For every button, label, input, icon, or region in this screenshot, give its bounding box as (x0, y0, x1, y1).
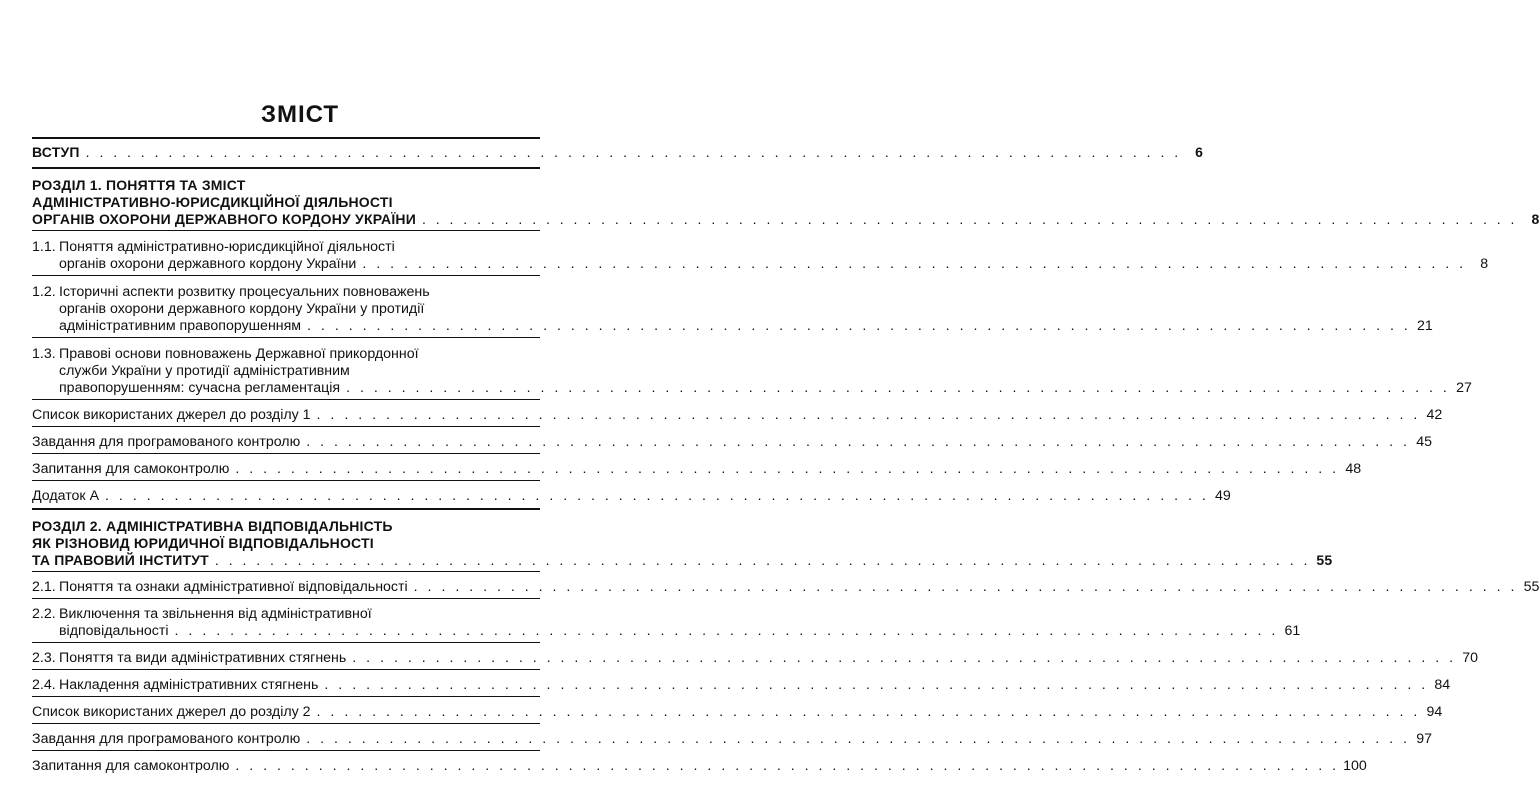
dot-leader: . . . . . . . . . . . . . . . . . . . . . . . . . . . . . . . . . . . . . . . . . . . . . . . . . . . . . . . . . . . . . . . . . . . . . . . . . . . . . . . . (352, 650, 1457, 666)
toc-entry-last-line (32, 552, 1333, 569)
toc-entry-last-line (32, 407, 1443, 424)
toc-entry-number: 1.1. (32, 239, 56, 255)
toc-entry-number: 2.3. (32, 650, 56, 666)
toc-entry-number: 2.2. (32, 606, 56, 622)
toc-entry-ch2[interactable] (32, 510, 1333, 571)
toc-entry-line: служби України у протидії адміністративним (59, 363, 350, 379)
toc-entry-page-number: 84 (1434, 677, 1451, 693)
toc-entry-line: ЯК РІЗНОВИД ЮРИДИЧНОЇ ВІДПОВІДАЛЬНОСТІ (32, 535, 374, 551)
toc-entry-text: органів охорони державного кордону України (59, 256, 357, 272)
toc-entry-page-number: 55 (1316, 552, 1333, 568)
toc-entry-page-number: 6 (1195, 144, 1204, 160)
toc-entry-number: 1.2. (32, 284, 56, 300)
toc-entry-last-line (59, 256, 1489, 273)
toc-entry-s2_3[interactable] (32, 643, 1479, 669)
toc-entry-last-line (32, 731, 1432, 748)
dot-leader: . . . . . . . . . . . . . . . . . . . . . . . . . . . . . . . . . . . . . . . . . . . . . . . . . . . . . . . . . . . . . . . . . . . . . . . . . . . . . . . . (421, 211, 1518, 227)
dot-leader: . . . . . . . . . . . . . . . . . . . . . . . . . . . . . . . . . . . . . . . . . . . . . . . . . . . . . . . . . . . . . . . . . . . . . . . . . . . . . . . . (85, 144, 1182, 160)
toc-entry-last-line (59, 623, 1301, 640)
toc-entry-page-number: 61 (1284, 623, 1301, 639)
toc-entry-page-number: 100 (1343, 758, 1367, 774)
toc-entry-page-number: 8 (1480, 256, 1489, 272)
toc-entry-text: Список використаних джерел до розділу 2 (32, 704, 311, 720)
toc-entry-page-number: 8 (1531, 211, 1539, 227)
toc-entry-quest2[interactable] (32, 751, 1367, 777)
toc-entry-tasks1[interactable] (32, 427, 1432, 453)
table-of-contents (32, 137, 1539, 777)
toc-entry-number: 2.4. (32, 677, 56, 693)
toc-entry-last-line (32, 488, 1231, 505)
toc-entry-line: Історичні аспекти розвитку процесуальних повноважень (59, 284, 430, 300)
toc-entry-line: АДМІНІСТРАТИВНО-ЮРИСДИКЦІЙНОЇ ДІЯЛЬНОСТІ (32, 194, 393, 210)
toc-entry-page-number: 70 (1462, 650, 1479, 666)
toc-body (32, 139, 1539, 777)
toc-entry-last-line (32, 758, 1367, 775)
toc-entry-text: Накладення адміністративних стягнень (59, 677, 319, 693)
toc-entry-page-number: 55 (1523, 579, 1539, 595)
toc-entry-line: РОЗДІЛ 1. ПОНЯТТЯ ТА ЗМІСТ (32, 177, 246, 193)
toc-entry-page-number: 48 (1345, 461, 1362, 477)
toc-entry-page-number: 97 (1416, 731, 1432, 747)
dot-leader: . . . . . . . . . . . . . . . . . . . . . . . . . . . . . . . . . . . . . . . . . . . . . . . . . . . . . . . . . . . . . . . . . . . . . . . . . . . . . . . . (346, 380, 1450, 396)
toc-entry-last-line (59, 677, 1451, 694)
toc-entry-ref2[interactable] (32, 697, 1443, 723)
toc-entry-line: РОЗДІЛ 2. АДМІНІСТРАТИВНА ВІДПОВІДАЛЬНІСТЬ (32, 518, 393, 534)
toc-entry-number: 2.1. (32, 579, 56, 595)
toc-entry-s1_2[interactable] (32, 276, 1433, 337)
toc-entry-text: Запитання для самоконтролю (32, 461, 230, 477)
dot-leader: . . . . . . . . . . . . . . . . . . . . . . . . . . . . . . . . . . . . . . . . . . . . . . . . . . . . . . . . . . . . . . . . . . . . . . . . . . . . . . . . (306, 731, 1410, 747)
toc-entry-last-line (32, 704, 1443, 721)
toc-entry-text: ОРГАНІВ ОХОРОНИ ДЕРЖАВНОГО КОРДОНУ УКРАЇНИ (32, 211, 416, 227)
toc-entry-s2_4[interactable] (32, 670, 1451, 696)
toc-entry-text: Список використаних джерел до розділу 1 (32, 407, 311, 423)
toc-entry-text: Поняття та види адміністративних стягнень (59, 650, 347, 666)
toc-entry-line: органів охорони державного кордону України у протидії (59, 301, 425, 317)
toc-entry-page-number: 27 (1456, 380, 1472, 396)
dot-leader: . . . . . . . . . . . . . . . . . . . . . . . . . . . . . . . . . . . . . . . . . . . . . . . . . . . . . . . . . . . . . . . . . . . . . . . . . . . . . . . . (324, 677, 1429, 693)
dot-leader: . . . . . . . . . . . . . . . . . . . . . . . . . . . . . . . . . . . . . . . . . . . . . . . . . . . . . . . . . . . . . . . . . . . . . . . . . . . . . . . . (105, 488, 1209, 504)
toc-entry-page-number: 21 (1417, 318, 1433, 334)
toc-entry-last-line (59, 318, 1433, 335)
toc-entry-last-line (59, 380, 1472, 397)
toc-entry-page-number: 94 (1426, 704, 1443, 720)
dot-leader: . . . . . . . . . . . . . . . . . . . . . . . . . . . . . . . . . . . . . . . . . . . . . . . . . . . . . . . . . . . . . . . . . . . . . . . . . . . . . . . . (316, 704, 1421, 720)
toc-entry-intro[interactable] (32, 139, 1204, 167)
toc-entry-page-number: 42 (1426, 407, 1443, 423)
toc-entry-last-line (32, 434, 1432, 451)
toc-entry-page-number: 45 (1416, 434, 1432, 450)
toc-entry-last-line (59, 650, 1479, 667)
toc-entry-tasks2[interactable] (32, 724, 1432, 750)
toc-entry-text: Завдання для програмованого контролю (32, 731, 301, 747)
toc-entry-s2_1[interactable] (32, 572, 1539, 598)
toc-entry-line: Поняття адміністративно-юрисдикційної діяльності (59, 239, 395, 255)
dot-leader: . . . . . . . . . . . . . . . . . . . . . . . . . . . . . . . . . . . . . . . . . . . . . . . . . . . . . . . . . . . . . . . . . . . . . . . . . . . . . . . . (214, 552, 1311, 568)
toc-entry-last-line (32, 461, 1362, 478)
dot-leader: . . . . . . . . . . . . . . . . . . . . . . . . . . . . . . . . . . . . . . . . . . . . . . . . . . . . . . . . . . . . . . . . . . . . . . . . . . . . . . . . (316, 407, 1421, 423)
toc-entry-s1_1[interactable] (32, 231, 1489, 275)
toc-entry-quest1[interactable] (32, 454, 1362, 480)
toc-entry-text: відповідальності (59, 623, 169, 639)
page-title: ЗМІСТ (260, 101, 340, 128)
toc-entry-text: ВСТУП (32, 144, 80, 160)
toc-entry-ref1[interactable] (32, 400, 1443, 426)
toc-entry-text: Запитання для самоконтролю (32, 758, 230, 774)
dot-leader: . . . . . . . . . . . . . . . . . . . . . . . . . . . . . . . . . . . . . . . . . . . . . . . . . . . . . . . . . . . . . . . . . . . . . . . . . . . . . . . . (235, 461, 1340, 477)
toc-entry-text: Поняття та ознаки адміністративної відповідальності (59, 579, 408, 595)
toc-entry-ch1[interactable] (32, 169, 1539, 230)
toc-entry-appA[interactable] (32, 481, 1231, 508)
toc-entry-s1_3[interactable] (32, 338, 1472, 399)
toc-entry-text: Завдання для програмованого контролю (32, 434, 301, 450)
toc-entry-line: Виключення та звільнення від адміністративної (59, 606, 372, 622)
toc-entry-text: Додаток А (32, 488, 100, 504)
dot-leader: . . . . . . . . . . . . . . . . . . . . . . . . . . . . . . . . . . . . . . . . . . . . . . . . . . . . . . . . . . . . . . . . . . . . . . . . . . . . . . . . (362, 256, 1467, 272)
toc-entry-last-line (59, 579, 1539, 596)
toc-entry-number: 1.3. (32, 346, 56, 362)
toc-entry-last-line (32, 144, 1204, 161)
toc-entry-text: ТА ПРАВОВИЙ ІНСТИТУТ (32, 552, 209, 568)
dot-leader: . . . . . . . . . . . . . . . . . . . . . . . . . . . . . . . . . . . . . . . . . . . . . . . . . . . . . . . . . . . . . . . . . . . . . . . . . . . . . . . . (235, 758, 1340, 774)
toc-entry-text: адміністративним правопорушенням (59, 318, 302, 334)
toc-entry-line: Правові основи повноважень Державної прикордонної (59, 346, 419, 362)
dot-leader: . . . . . . . . . . . . . . . . . . . . . . . . . . . . . . . . . . . . . . . . . . . . . . . . . . . . . . . . . . . . . . . . . . . . . . . . . . . . . . . . (307, 318, 1411, 334)
dot-leader: . . . . . . . . . . . . . . . . . . . . . . . . . . . . . . . . . . . . . . . . . . . . . . . . . . . . . . . . . . . . . . . . . . . . . . . . . . . . . . . . (174, 623, 1279, 639)
toc-entry-text: правопорушенням: сучасна регламентація (59, 380, 341, 396)
dot-leader: . . . . . . . . . . . . . . . . . . . . . . . . . . . . . . . . . . . . . . . . . . . . . . . . . . . . . . . . . . . . . . . . . . . . . . . . . . . . . . . . (413, 579, 1518, 595)
dot-leader: . . . . . . . . . . . . . . . . . . . . . . . . . . . . . . . . . . . . . . . . . . . . . . . . . . . . . . . . . . . . . . . . . . . . . . . . . . . . . . . . (306, 434, 1410, 450)
toc-entry-last-line (32, 211, 1539, 228)
toc-entry-page-number: 49 (1215, 488, 1231, 504)
toc-entry-s2_2[interactable] (32, 599, 1301, 642)
